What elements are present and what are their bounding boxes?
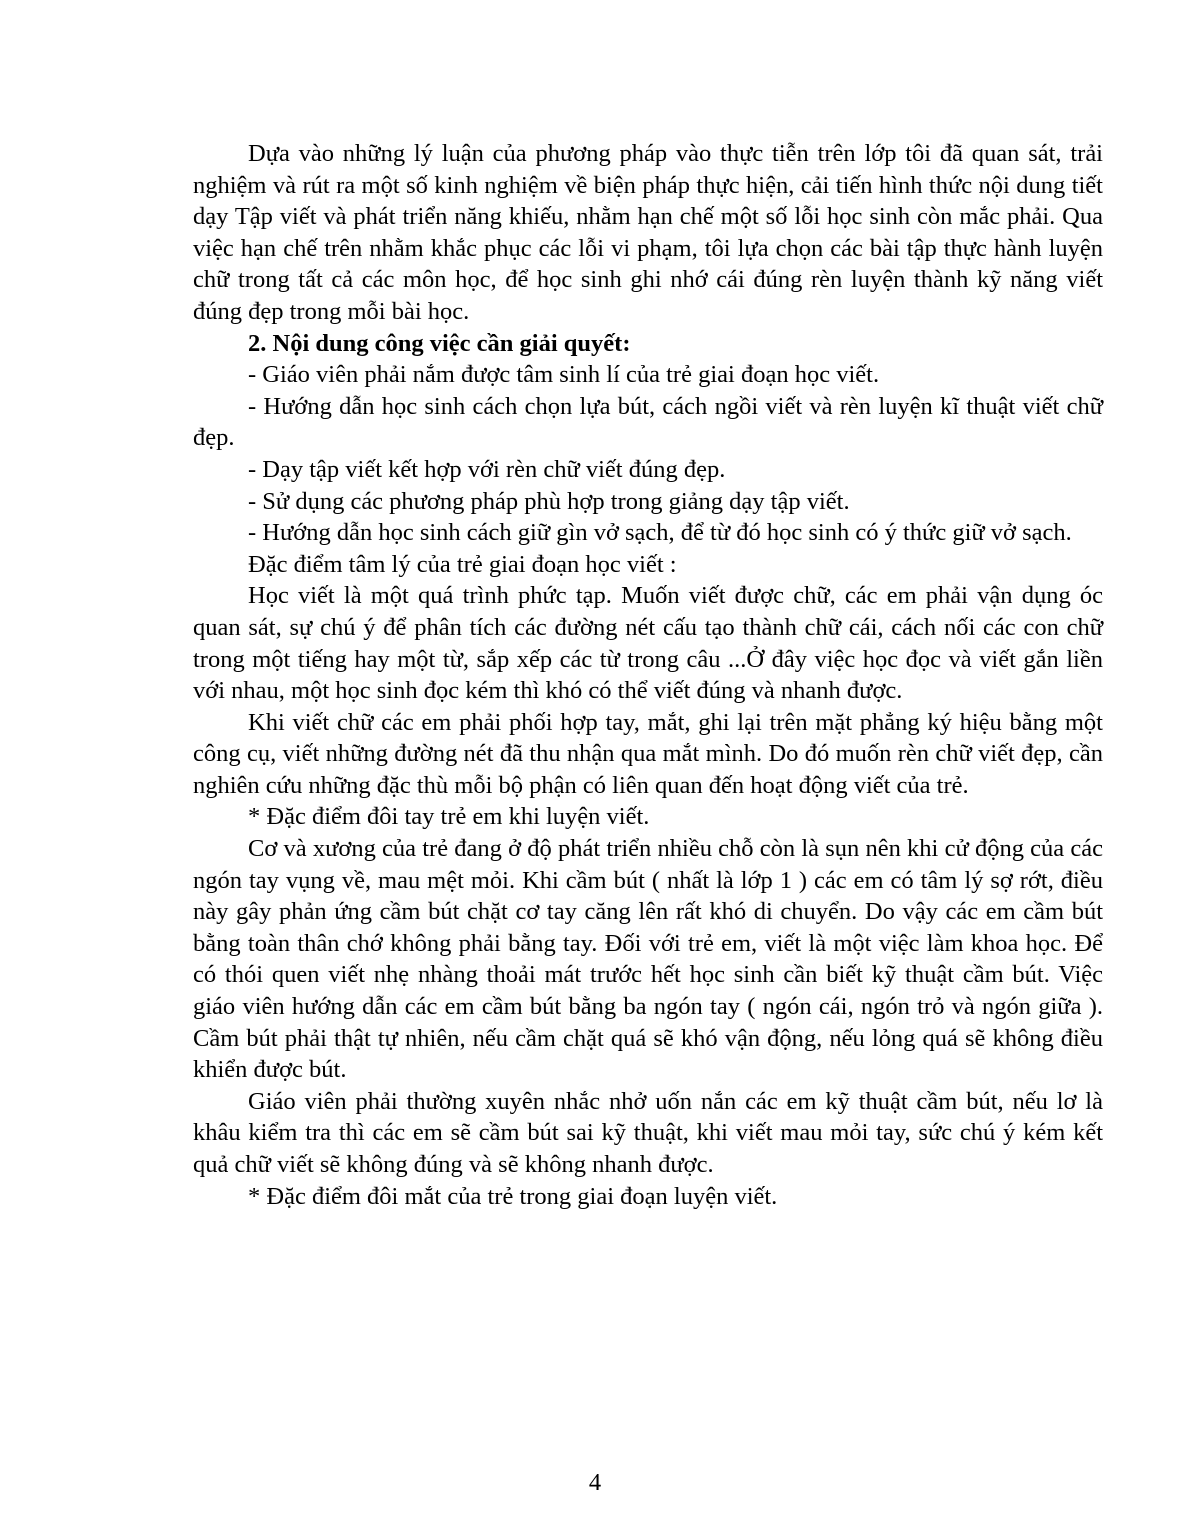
- subheading-hands: * Đặc điểm đôi tay trẻ em khi luyện viết.: [248, 803, 650, 831]
- paragraph: Khi viết chữ các em phải phối hợp tay, mắt, ghi lại trên mặt phẳng ký hiệu bằng một công cụ, viết những đường nét đã thu nhận qua mắt mình. Do đó muốn rèn chữ viết đẹp, cần nghiên cứu những đặc thù mỗi bộ phận có liên quan đến hoạt động viết của trẻ.: [193, 708, 1103, 799]
- paragraph: Cơ và xương của trẻ đang ở độ phát triển nhiều chỗ còn là sụn nên khi cử động của các ngón tay vụng về, mau mệt mỏi. Khi cầm bút ( nhất là lớp 1 ) các em có tâm lý sợ rớt, điều này gây phản ứng cầm bút chặt cơ tay căng lên rất khó di chuyển. Do vậy các em cầm bút bằng toàn thân chớ không phải bằng tay. Đối với trẻ em, viết là một việc làm khoa học. Để có thói quen viết nhẹ nhàng thoải mát trước hết học sinh cần biết kỹ thuật cầm bút. Việc giáo viên hướng dẫn các em cầm bút bằng ba ngón tay ( ngón cái, ngón trỏ và ngón giữa ). Cầm bút phải thật tự nhiên, nếu cầm chặt quá sẽ khó vận động, nếu lỏng quá sẽ không điều khiển được bút.: [193, 835, 1103, 1084]
- section-heading: 2. Nội dung công việc cần giải quyết:: [248, 329, 631, 357]
- paragraph: Học viết là một quá trình phức tạp. Muốn viết được chữ, các em phải vận dụng óc quan sát, sự chú ý để phân tích các đường nét cấu tạo thành chữ cái, cách nối các con chữ trong một tiếng hay một từ, sắp xếp các từ trong câu ...Ở đây việc học đọc và viết gắn liền với nhau, một học sinh đọc kém thì khó có thể viết đúng và nhanh được.: [193, 582, 1103, 705]
- subheading-eyes: * Đặc điểm đôi mắt của trẻ trong giai đoạn luyện viết.: [248, 1182, 778, 1210]
- list-item: - Hướng dẫn học sinh cách chọn lựa bút, cách ngồi viết và rèn luyện kĩ thuật viết chữ đẹp.: [193, 392, 1103, 452]
- page-number: 4: [588, 1469, 602, 1496]
- paragraph: Giáo viên phải thường xuyên nhắc nhở uốn nắn các em kỹ thuật cầm bút, nếu lơ là khâu kiểm tra thì các em sẽ cầm bút sai kỹ thuật, khi viết mau mỏi tay, sức chú ý kém kết quả chữ viết sẽ không đúng và sẽ không nhanh được.: [193, 1087, 1103, 1178]
- paragraph-intro: Dựa vào những lý luận của phương pháp vào thực tiễn trên lớp tôi đã quan sát, trải nghiệm và rút ra một số kinh nghiệm về biện pháp thực hiện, cải tiến hình thức nội dung tiết dạy Tập viết và phát triển năng khiếu, nhằm hạn chế một số lỗi học sinh còn mắc phải. Qua việc hạn chế trên nhằm khắc phục các lỗi vi phạm, tôi lựa chọn các bài tập thực hành luyện chữ trong tất cả các môn học, để học sinh ghi nhớ cái đúng rèn luyện thành kỹ năng viết đúng đẹp trong mỗi bài học.: [193, 140, 1103, 325]
- list-item: - Hướng dẫn học sinh cách giữ gìn vở sạch, để từ đó học sinh có ý thức giữ vở sạch.: [248, 519, 1072, 547]
- list-item: - Giáo viên phải nắm được tâm sinh lí của trẻ giai đoạn học viết.: [248, 361, 880, 389]
- list-item: - Dạy tập viết kết hợp với rèn chữ viết đúng đẹp.: [248, 455, 726, 483]
- subheading-psychology: Đặc điểm tâm lý của trẻ giai đoạn học viết :: [248, 550, 677, 578]
- document-body: [193, 138, 1103, 1212]
- list-item: - Sử dụng các phương pháp phù hợp trong giảng dạy tập viết.: [248, 487, 850, 515]
